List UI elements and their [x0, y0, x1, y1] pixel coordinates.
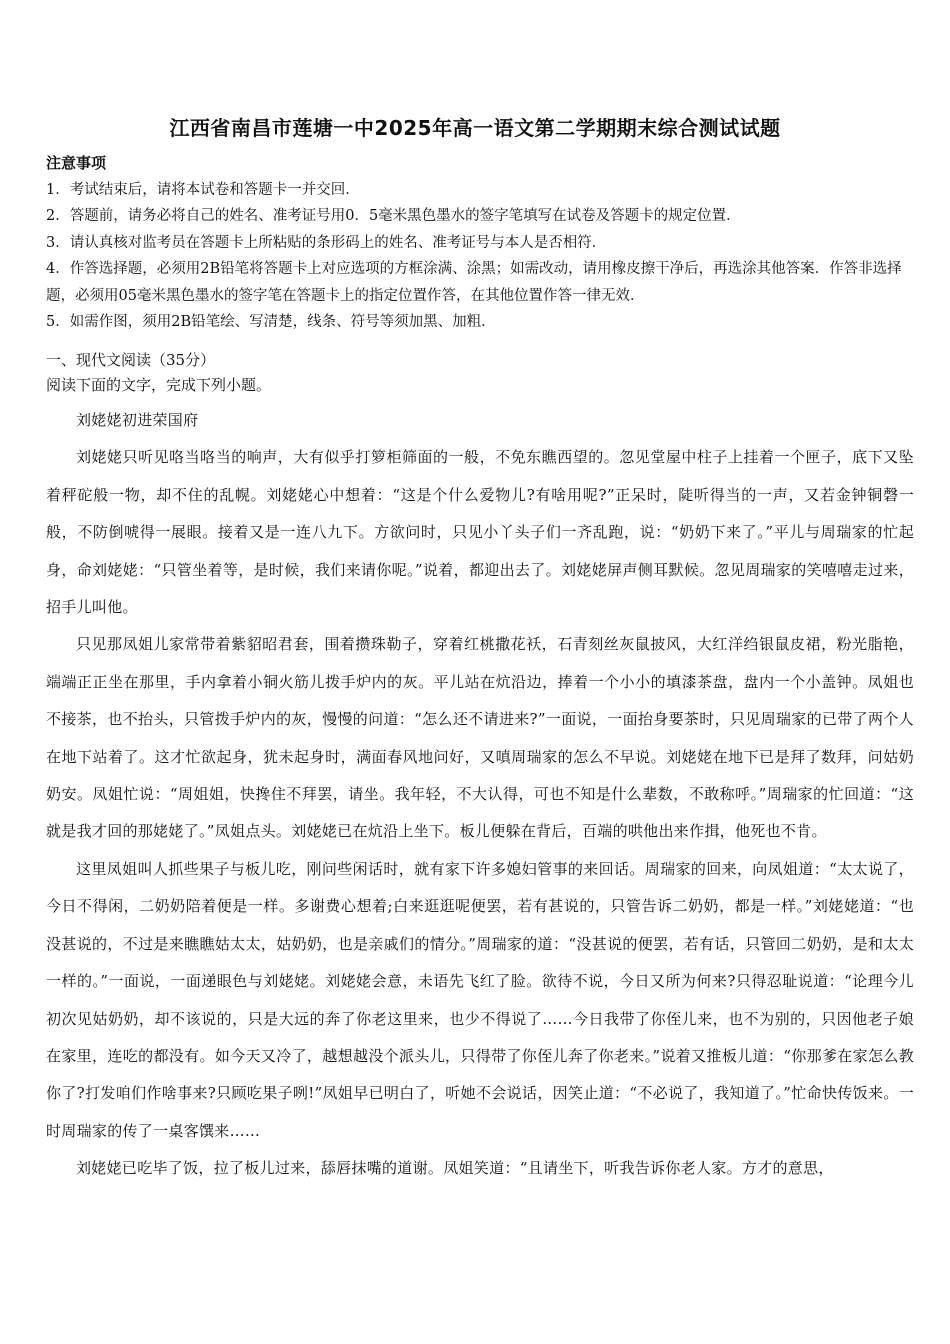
- notice-item: 3．请认真核对监考员在答题卡上所粘贴的条形码上的姓名、准考证号与本人是否相符．: [46, 234, 607, 251]
- page-title: 江西省南昌市莲塘一中2025年高一语文第二学期期末综合测试试题: [169, 116, 781, 140]
- section-heading: 一、现代文阅读（35分）: [46, 351, 216, 369]
- notice-section: [46, 150, 916, 336]
- reading-passage: [46, 402, 914, 1188]
- notice-item: 2．答题前，请务必将自己的姓名、准考证号用0．5毫米黑色墨水的签字笔填写在试卷及答题卡的规定位置．: [46, 208, 741, 224]
- passage-paragraph: 只见那凤姐儿家常带着紫貂昭君套，围着攒珠勒子，穿着红桃撒花袄，石青刻丝灰鼠披风，大红洋绉银鼠皮裙，粉光脂艳，端端正正坐在那里，手内拿着小铜火筋儿拨手炉内的灰。平儿站在炕沿边，捧着一个小小的填漆茶盘，盘内一个小盖钟。凤姐也不接茶，也不抬头，只管拨手炉内的灰，慢慢的问道：“怎么还不请进来?”一面说，一面抬身要茶时，只见周瑞家的已带了两个人在地下站着了。这才忙欲起身，犹未起身时，满面春风地问好，又嗔周瑞家的怎么不早说。刘姥姥在地下已是拜了数拜，问姑奶奶安。凤姐忙说：“周姐姐，快搀住不拜罢，请坐。我年轻，不大认得，可也不知是什么辈数，不敢称呼。”周瑞家的忙回道：“这就是我才回的那姥姥了。”凤姐点头。刘姥姥已在炕沿上坐下。板儿便躲在背后，百端的哄他出来作揖，他死也不肯。: [46, 635, 914, 841]
- passage-paragraph: 刘姥姥只听见咯当咯当的响声，大有似乎打箩柜筛面的一般，不免东瞧西望的。忽见堂屋中柱子上挂着一个匣子，底下又坠着秤砣般一物，却不住的乱幌。刘姥姥心中想着：“这是个什么爱物儿?有啥用呢?”正呆时，陡听得当的一声，又若金钟铜磬一般，不防倒唬得一展眼。接着又是一连八九下。方欲问时，只见小丫头子们一齐乱跑，说：“奶奶下来了。”平儿与周瑞家的忙起身，命刘姥姥：“只管坐着等，是时候，我们来请你呢。”说着，都迎出去了。刘姥姥屏声侧耳默候。忽见周瑞家的笑嘻嘻走过来，招手儿叫他。: [46, 448, 914, 617]
- passage-paragraph: 这里凤姐叫人抓些果子与板儿吃，刚问些闲话时，就有家下许多媳妇管事的来回话。周瑞家的回来，向凤姐道：“太太说了，今日不得闲，二奶奶陪着便是一样。多谢费心想着;白来逛逛呢便罢，若有甚说的，只管告诉二奶奶，都是一样。”刘姥姥道：“也没甚说的，不过是来瞧瞧姑太太，姑奶奶，也是亲戚们的情分。”周瑞家的道：“没甚说的便罢，若有话，只管回二奶奶，是和太太一样的。”一面说，一面递眼色与刘姥姥。刘姥姥会意，未语先飞红了脸。欲待不说，今日又所为何来?只得忍耻说道：“论理今儿初次见姑奶奶，却不该说的，只是大远的奔了你老这里来，也少不得说了……今日我带了你侄儿来，也不为别的，只因他老子娘在家里，连吃的都没有。如今天又冷了，越想越没个派头儿，只得带了你侄儿奔了你老来。”说着又推板儿道：“你那爹在家怎么教你了?打发咱们作啥事来?只顾吃果子咧!”凤姐早已明白了，听她不会说话，因笑止道：“不必说了，我知道了。”忙命快传饭来。一时周瑞家的传了一桌客馔来……: [46, 859, 914, 1140]
- notice-item: 5．如需作图，须用2B铅笔绘、写清楚，线条、符号等须加黑、加粗．: [46, 314, 496, 330]
- notice-heading: 注意事项: [46, 154, 107, 172]
- section-instruction: 阅读下面的文字，完成下列小题。: [46, 376, 272, 394]
- passage-paragraph: 刘姥姥已吃毕了饭，拉了板儿过来，舔唇抹嘴的道谢。凤姐笑道：“且请坐下，听我告诉你老人家。方才的意思，: [76, 1159, 834, 1178]
- notice-item: 1．考试结束后，请将本试卷和答题卡一并交回．: [46, 181, 360, 198]
- notice-item: 4．作答选择题，必须用2B铅笔将答题卡上对应选项的方框涂满、涂黑；如需改动，请用橡皮擦干净后，再选涂其他答案．作答非选择题，必须用05毫米黑色墨水的签字笔在答题卡上的指定位置作答，在其他位置作答一律无效．: [46, 261, 902, 304]
- passage-title: 刘姥姥初进荣国府: [76, 411, 199, 429]
